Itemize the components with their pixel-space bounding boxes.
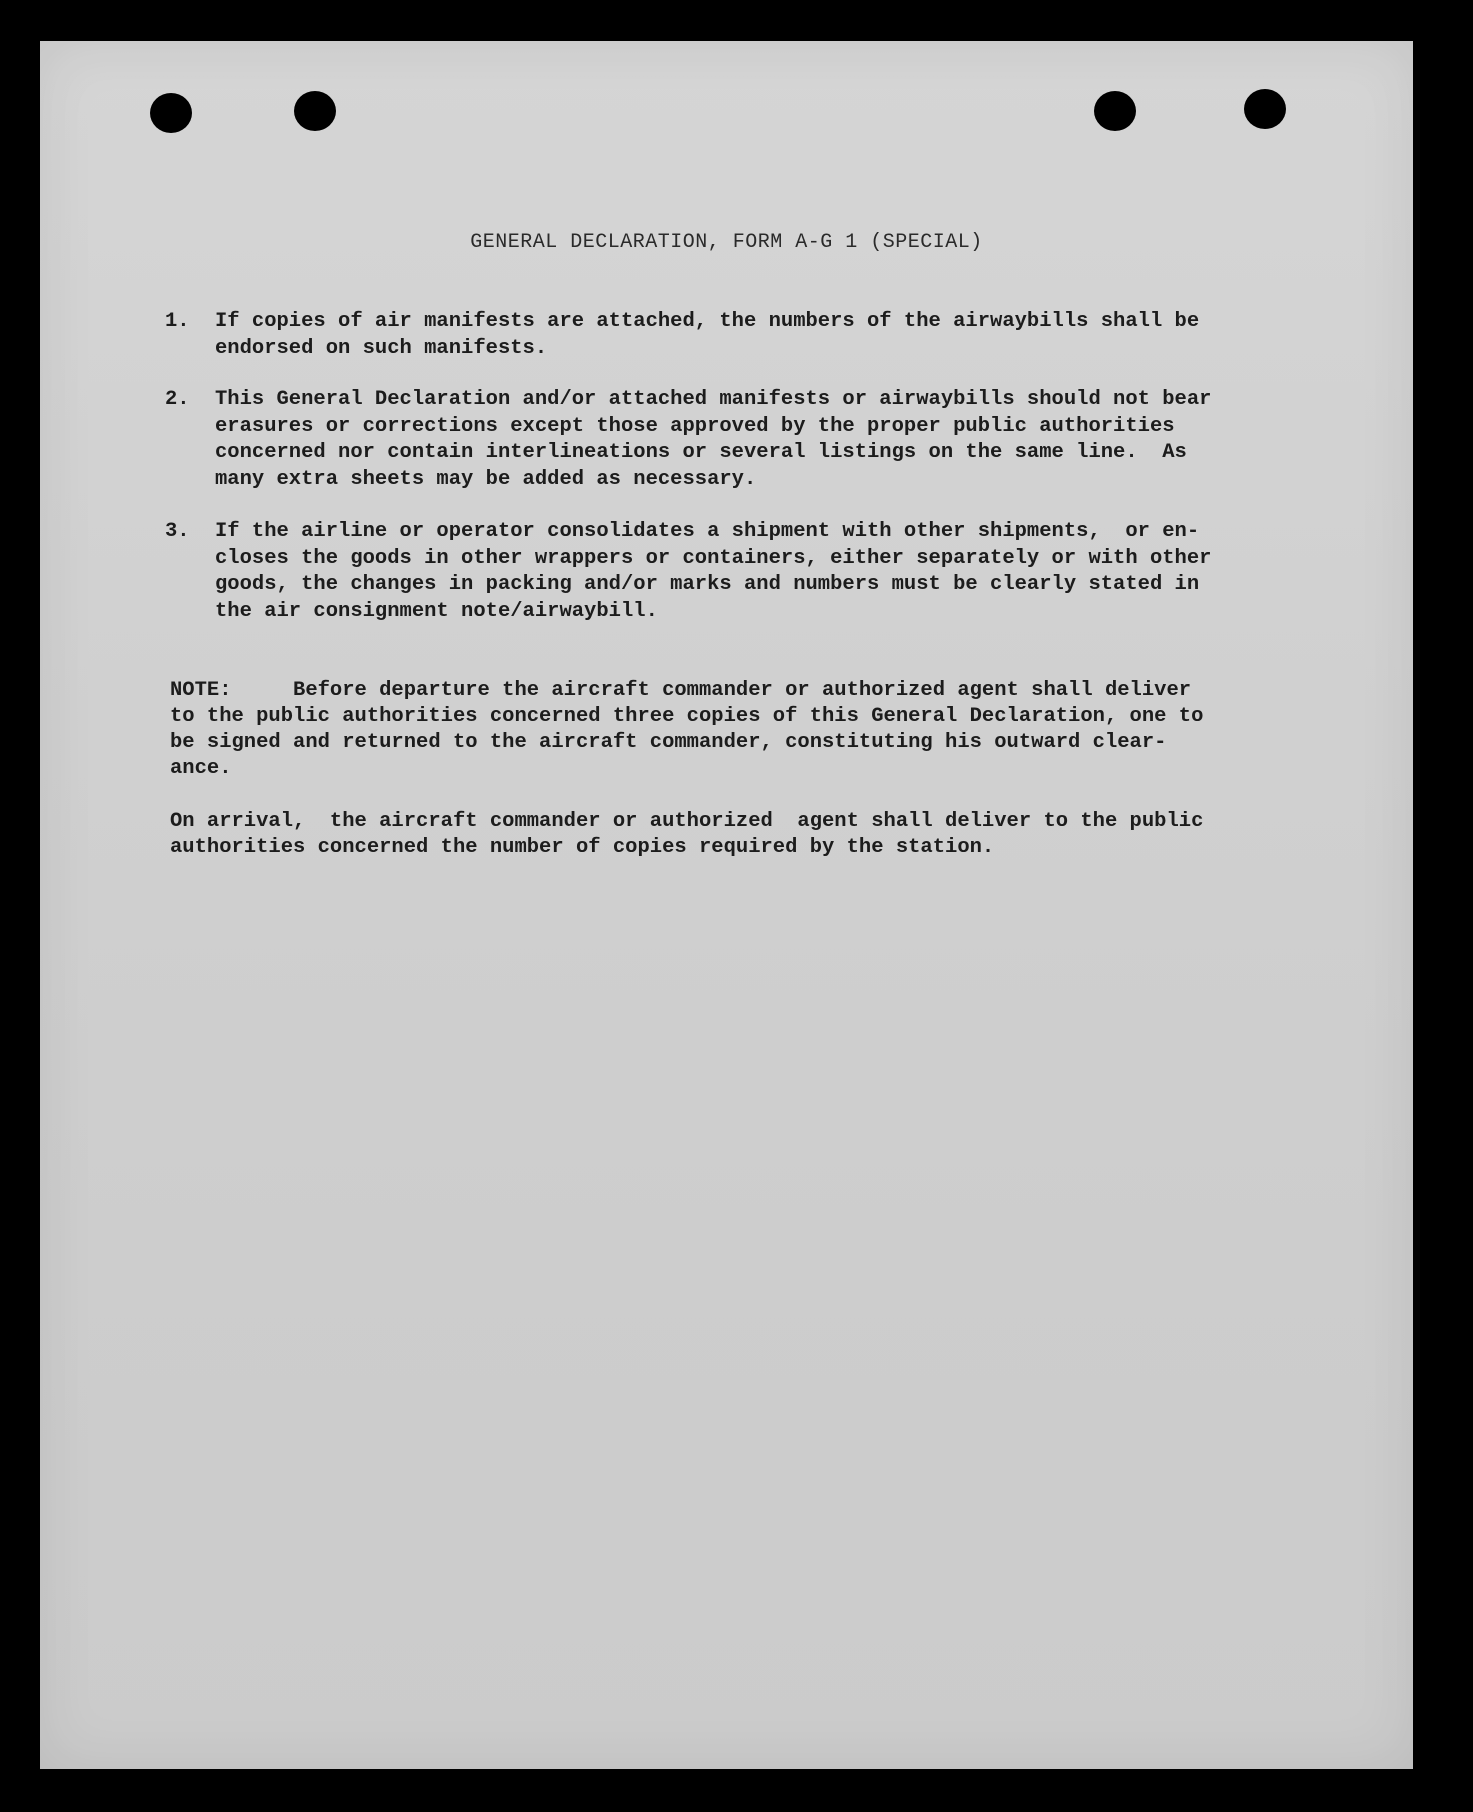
arrival-line: authorities concerned the number of copies required by the station. [170,836,995,859]
list-item-number: 2. [165,388,190,411]
list-item-line: the air consignment note/airwaybill. [215,599,658,623]
list-item-line: endorsed on such manifests. [215,336,548,360]
document-page [40,41,1413,1769]
list-item-line: closes the goods in other wrappers or containers, either separately or with other [215,546,1212,570]
list-item-line: concerned nor contain interlineations or several listings on the same line. As [215,441,1187,464]
page-title: GENERAL DECLARATION, FORM A-G 1 (SPECIAL) [470,231,983,254]
punch-hole-1 [150,93,192,133]
list-item-line: If copies of air manifests are attached, the numbers of the airwaybills shall be [215,310,1200,333]
list-item-3 [165,519,1345,625]
punch-hole-2 [294,91,336,131]
punch-hole-3 [1094,91,1136,131]
list-item-number: 1. [165,310,190,333]
arrival-line: On arrival, the aircraft commander or authorized agent shall deliver to the public [170,810,1204,833]
arrival-paragraph [170,809,1330,861]
note-line: ance. [170,757,232,780]
list-item-1 [165,309,1345,362]
list-item-line: erasures or corrections except those approved by the proper public authorities [215,414,1175,438]
list-item-line: If the airline or operator consolidates a shipment with other shipments, or en- [215,520,1200,543]
note-line: NOTE: Before departure the aircraft commander or authorized agent shall deliver [170,679,1192,702]
list-item-line: goods, the changes in packing and/or marks and numbers must be clearly stated in [215,573,1200,596]
list-item-number: 3. [165,520,190,543]
list-item-line: This General Declaration and/or attached manifests or airwaybills should not bear [215,388,1212,411]
note-line: to the public authorities concerned three copies of this General Declaration, one to [170,705,1204,728]
note-paragraph [170,678,1330,782]
list-item-2 [165,387,1345,493]
note-line: be signed and returned to the aircraft commander, constituting his outward clear- [170,731,1167,754]
list-item-line: many extra sheets may be added as necessary. [215,467,757,491]
punch-hole-4 [1244,89,1286,129]
